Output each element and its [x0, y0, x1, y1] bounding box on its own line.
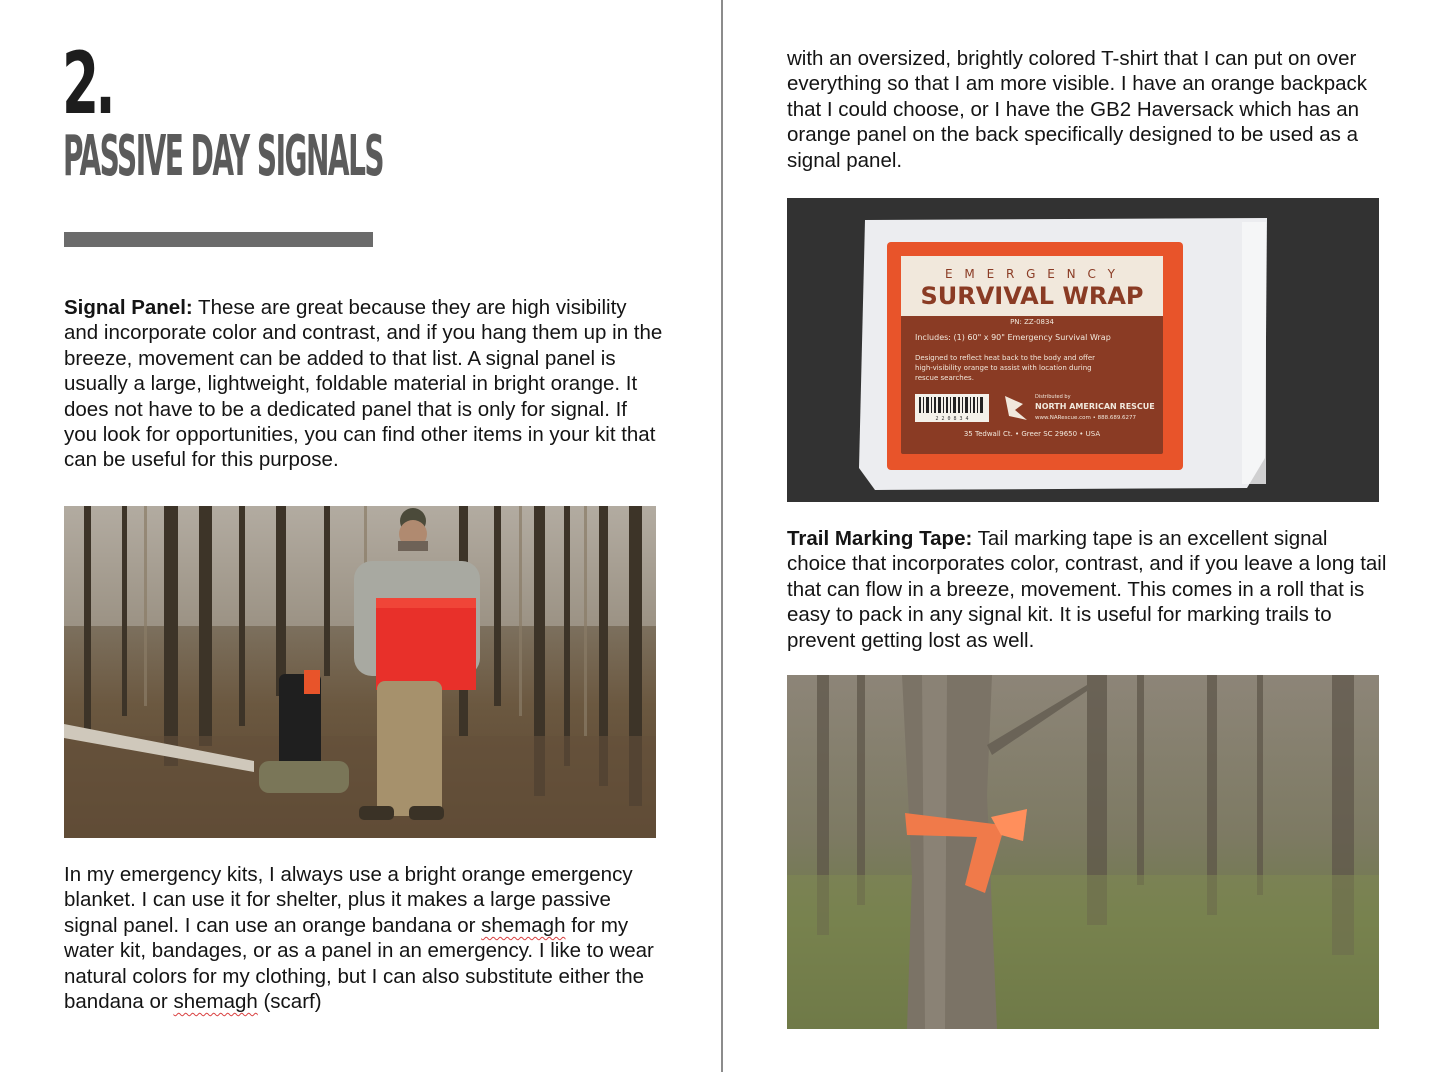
- emergency-kits-paragraph: [64, 862, 664, 1014]
- spellcheck-word-shemagh: shemagh: [481, 913, 566, 937]
- wrap-description-line: Designed to reflect heat back to the body and offer: [915, 354, 1096, 362]
- wrap-part-number: PN: ZZ-0834: [1010, 318, 1054, 326]
- wrap-address: 35 Tedwall Ct. • Greer SC 29650 • USA: [963, 430, 1101, 438]
- signal-panel-paragraph: [64, 295, 664, 473]
- signal-panel-heading: Signal Panel:: [64, 296, 193, 319]
- right-page: [723, 0, 1445, 1072]
- wrap-includes: Includes: (1) 60" x 90" Emergency Survival Wrap: [915, 333, 1111, 342]
- wrap-website: www.NARescue.com • 888.689.6277: [1035, 415, 1137, 421]
- spellcheck-word-shemagh: shemagh: [173, 990, 258, 1014]
- wrap-distributed-by: Distributed by: [1035, 394, 1071, 400]
- man-holding-orange-panel-photo: [64, 506, 656, 838]
- signal-panel-text: These are great because they are high visibility and incorporate color and contrast, and if you hang them up in the breeze, movement can be added to that list. A signal panel is usually a large, lightweight, foldable material in bright orange. It does not have to be a dedicated panel that is only for signal. If you look for opportunities, you can find other items in your kit that can be useful for this purpose.: [64, 296, 663, 472]
- left-page: [0, 0, 721, 1072]
- chapter-number: 2.: [62, 34, 112, 134]
- tree-with-marking-tape-photo: [787, 675, 1379, 1029]
- kits-text-part2: for my water kit, bandages, or as a panel in an emergency. I like to wear natural colors for my clothing, but I can also substitute either the bandana or: [64, 913, 654, 1014]
- continued-paragraph: with an oversized, brightly colored T-shirt that I can put on over everything so that I am more visible. I have an orange backpack that I could choose, or I have the GB2 Haversack which has an orange panel on the back specifically designed to be used as a signal panel.: [787, 47, 1368, 172]
- title-underline-bar: [64, 232, 373, 247]
- chapter-title: PASSIVE DAY SIGNALS: [63, 124, 384, 189]
- trail-tape-text: Tail marking tape is an excellent signal choice that incorporates color, contrast, and if you leave a long tail that can flow in a breeze, movement. This comes in a roll that is easy to pack in any signal kit. It is useful for marking trails to prevent getting lost as well.: [787, 527, 1387, 652]
- wrap-brand: NORTH AMERICAN RESCUE: [1035, 402, 1155, 411]
- kits-text-part1: In my emergency kits, I always use a bright orange emergency blanket. I can use it for shelter, plus it makes a large passive signal panel. I can use an orange bandana or: [64, 863, 633, 937]
- trail-tape-heading: Trail Marking Tape:: [787, 527, 973, 550]
- trail-tape-paragraph: [787, 526, 1387, 653]
- kits-text-part3: (scarf): [257, 990, 322, 1014]
- wrap-top-word: E M E R G E N C Y: [945, 267, 1119, 281]
- wrap-description-line: high-visibility orange to assist with location during: [915, 364, 1092, 372]
- wrap-description-line: rescue searches.: [915, 374, 974, 382]
- barcode-digits: 2 2 0 8 3 4: [935, 416, 969, 422]
- wrap-main-word: SURVIVAL WRAP: [920, 282, 1144, 310]
- survival-wrap-package-photo: [787, 198, 1379, 502]
